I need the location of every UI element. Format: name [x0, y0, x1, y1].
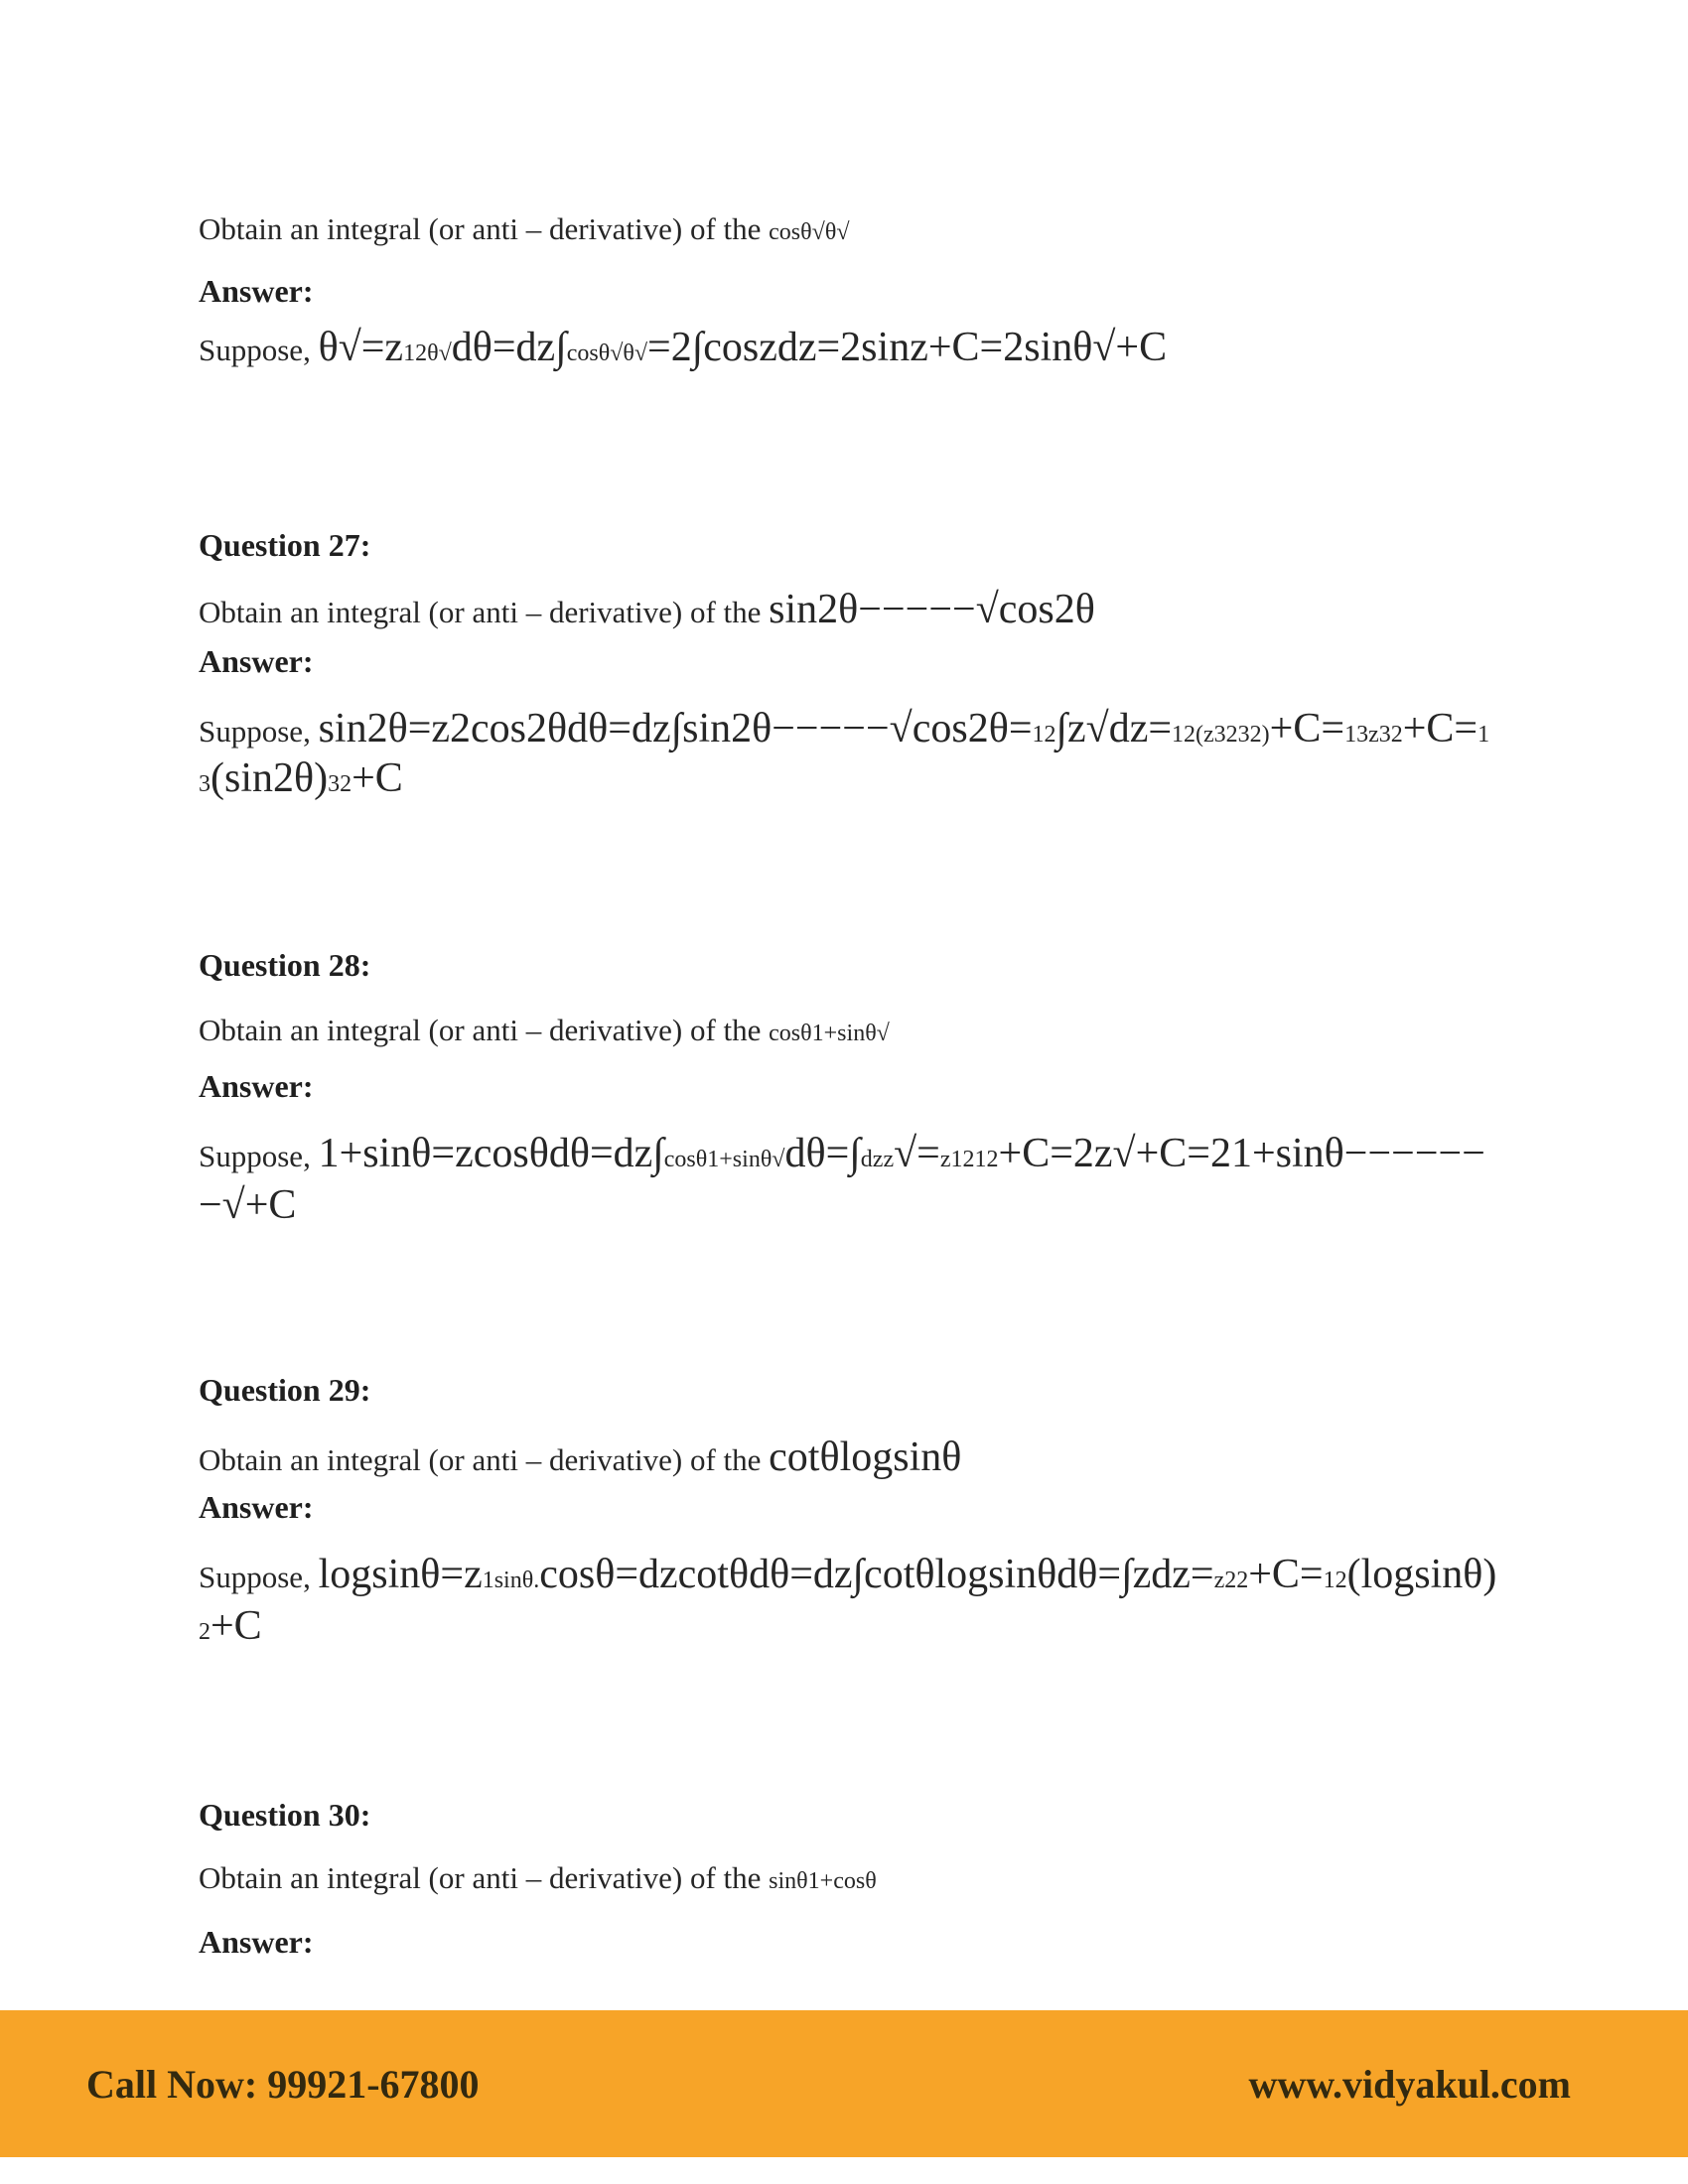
text-segment: Obtain an integral (or anti – derivative) of the: [199, 1442, 770, 1477]
solution-line: [199, 754, 403, 802]
math-segment: √=: [894, 1131, 940, 1176]
math-segment: +C=: [1248, 1552, 1324, 1597]
solution-line: [199, 705, 1489, 752]
math-segment: 3: [199, 771, 211, 797]
math-segment: =2∫coszdz=2sinz+C=2sinθ√+C: [647, 325, 1168, 370]
solution-line: [199, 1551, 1496, 1598]
math-segment: 32: [328, 771, 352, 797]
question-text: [199, 586, 1095, 633]
math-segment: ∫z√dz=: [1055, 706, 1173, 751]
text-segment: Suppose,: [199, 333, 319, 367]
math-segment: 13z32: [1344, 722, 1403, 748]
math-segment: dθ=∫: [784, 1131, 861, 1176]
text-segment: Obtain an integral (or anti – derivative) of the: [199, 1013, 770, 1047]
answer-label: Answer:: [199, 273, 314, 309]
math-segment: +C=2z√+C=21+sinθ−−−−−−: [998, 1131, 1485, 1176]
math-segment: θ√=z: [318, 325, 404, 370]
math-segment: z1212: [939, 1147, 999, 1172]
math-segment: +C: [352, 755, 403, 801]
footer-website: www.vidyakul.com: [1248, 2061, 1571, 2107]
text-segment: Obtain an integral (or anti – derivative) of the: [199, 1860, 770, 1895]
math-segment: dzz: [860, 1147, 895, 1172]
math-segment: dθ=dz∫: [451, 325, 567, 370]
footer-call-now: Call Now: 99921-67800: [86, 2061, 480, 2107]
question-heading: Question 27:: [199, 527, 371, 563]
math-segment: (sin2θ): [211, 755, 329, 801]
math-segment: cosθ=dzcotθdθ=dz∫cotθlogsinθdθ=∫zdz=: [539, 1552, 1214, 1597]
math-segment: 1+sinθ=zcosθdθ=dz∫: [318, 1131, 664, 1176]
math-segment: 12: [1323, 1568, 1347, 1593]
math-segment: +C=: [1269, 706, 1345, 751]
math-segment: 1: [1477, 722, 1490, 748]
question-text: [199, 1013, 890, 1048]
math-segment: −√+C: [199, 1182, 297, 1228]
answer-label: Answer:: [199, 1489, 314, 1525]
question-text: [199, 1433, 961, 1481]
math-segment: (logsinθ): [1346, 1552, 1497, 1597]
math-segment: sin2θ=z2cos2θdθ=dz∫sin2θ−−−−−√cos2θ=: [318, 706, 1033, 751]
math-segment: 1sinθ.: [482, 1568, 540, 1593]
text-segment: Obtain an integral (or anti – derivative) of the: [199, 211, 770, 246]
math-segment: cosθ1+sinθ√: [663, 1147, 785, 1172]
answer-label: Answer:: [199, 1068, 314, 1104]
math-segment: sin2θ−−−−−√cos2θ: [769, 587, 1095, 632]
question-heading: Question 29:: [199, 1372, 371, 1408]
solution-line: [199, 1602, 262, 1650]
answer-label: Answer:: [199, 643, 314, 679]
math-segment: 12(z3232): [1172, 722, 1270, 748]
question-heading: Question 28:: [199, 947, 371, 983]
math-segment: cotθlogsinθ: [769, 1434, 962, 1480]
question-heading: Question 30:: [199, 1797, 371, 1833]
solution-line: [199, 1130, 1485, 1177]
math-segment: z22: [1213, 1568, 1249, 1593]
math-segment: logsinθ=z: [318, 1552, 483, 1597]
math-segment: 12: [1032, 722, 1056, 748]
math-segment: 2: [199, 1619, 211, 1645]
text-segment: Obtain an integral (or anti – derivative) of the: [199, 595, 770, 629]
question-text: [199, 211, 849, 247]
math-segment: +C=: [1402, 706, 1478, 751]
math-segment: +C: [211, 1603, 262, 1649]
footer-bar: [0, 2010, 1688, 2157]
math-segment: sinθ1+cosθ: [769, 1868, 877, 1894]
answer-label: Answer:: [199, 1924, 314, 1960]
math-segment: cosθ√θ√: [566, 341, 648, 366]
text-segment: Suppose,: [199, 1139, 319, 1173]
question-text: [199, 1860, 877, 1896]
math-segment: cosθ1+sinθ√: [769, 1021, 890, 1046]
solution-line: [199, 1181, 296, 1229]
text-segment: Suppose,: [199, 714, 319, 749]
text-segment: Suppose,: [199, 1560, 319, 1594]
math-segment: cosθ√θ√: [769, 219, 850, 245]
solution-line: [199, 324, 1167, 371]
math-segment: 12θ√: [403, 341, 452, 366]
